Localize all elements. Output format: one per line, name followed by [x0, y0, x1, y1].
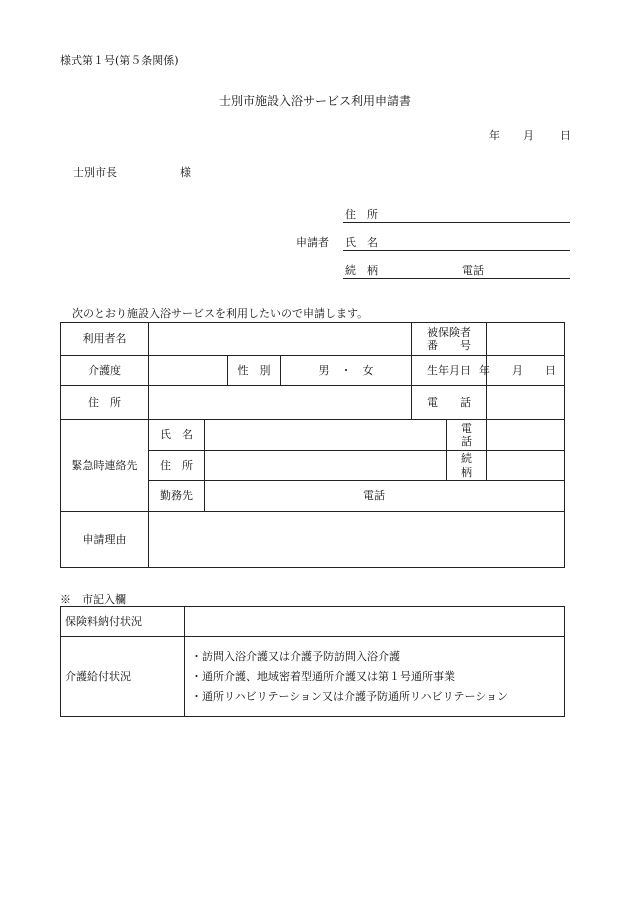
- birth-month-label: 月: [512, 363, 523, 377]
- row-care-level: [61, 356, 565, 386]
- em-name-field[interactable]: [205, 420, 447, 451]
- page-title: 士別市施設入浴サービス利用申請書: [218, 94, 411, 108]
- date-day: 日: [560, 129, 571, 142]
- phone-field[interactable]: [487, 386, 565, 420]
- care-level-field[interactable]: [149, 356, 228, 386]
- insured-label-line2: 番 号: [427, 339, 471, 352]
- em-phone-field[interactable]: [487, 420, 565, 451]
- birth-date-label: 生年月日: [412, 356, 487, 386]
- user-name-field[interactable]: [149, 323, 412, 356]
- reason-field[interactable]: [149, 512, 565, 568]
- emergency-contact-label: 緊急時連絡先: [61, 420, 149, 512]
- applicant-address-label: 住 所: [345, 208, 378, 221]
- address-field[interactable]: [149, 386, 412, 420]
- date-year: 年: [489, 129, 500, 142]
- user-name-label: 利用者名: [61, 323, 149, 356]
- benefit-item: ・訪問入浴介護又は介護予防訪問入浴介護: [191, 649, 400, 663]
- row-address: [61, 386, 565, 420]
- birth-date-field[interactable]: [479, 356, 565, 386]
- em-workplace-field[interactable]: [205, 481, 565, 512]
- address-label: 住 所: [61, 386, 149, 420]
- applicant-relation-underline: [343, 278, 570, 279]
- benefit-status-field: [185, 637, 565, 717]
- care-level-label: 介護度: [61, 356, 149, 386]
- insurance-status-field[interactable]: [185, 607, 565, 637]
- applicant-address-underline: [343, 222, 570, 223]
- benefit-item: ・通所介護、地域密着型通所介護又は第１号通所事業: [191, 669, 455, 683]
- benefit-item: ・通所リハビリテーション又は介護予防通所リハビリテーション: [191, 689, 509, 703]
- applicant-label: 申請者: [296, 236, 329, 249]
- benefit-status-label: 介護給付状況: [61, 637, 185, 717]
- addressee-mayor: 士別市長: [73, 166, 117, 179]
- em-address-field[interactable]: [205, 451, 447, 481]
- em-name-label: 氏 名: [149, 420, 205, 451]
- em-address-label: 住 所: [149, 451, 205, 481]
- row-user-name: [61, 323, 565, 356]
- addressee-sama: 様: [180, 166, 191, 179]
- em-workplace-label: 勤務先: [149, 481, 205, 512]
- applicant-phone-label: 電話: [462, 264, 484, 277]
- sex-label: 性 別: [228, 356, 281, 386]
- row-emergency-name: [61, 420, 565, 451]
- insured-number-label: [412, 323, 487, 356]
- em-relation-label: 続 柄: [447, 451, 487, 481]
- row-insurance-status: [61, 607, 565, 637]
- row-benefit-status: [61, 637, 565, 717]
- reason-label: 申請理由: [61, 512, 149, 568]
- insurance-status-label: 保険料納付状況: [61, 607, 185, 637]
- intro-text: 次のとおり施設入浴サービスを利用したいので申請します。: [72, 307, 369, 320]
- em-phone-label: 電 話: [447, 420, 487, 451]
- birth-day-label: 日: [545, 363, 556, 377]
- form-number: 様式第１号(第５条関係): [60, 54, 179, 67]
- benefit-list: [191, 647, 560, 707]
- birth-year-label: 年: [479, 363, 490, 377]
- phone-label: 電 話: [412, 386, 487, 420]
- applicant-name-label: 氏 名: [345, 236, 378, 249]
- insured-label-line1: 被保険者: [427, 325, 471, 339]
- city-section-title: ※ 市記入欄: [60, 593, 126, 606]
- city-table: [60, 606, 565, 717]
- em-relation-field[interactable]: [487, 451, 565, 481]
- date-month: 月: [523, 129, 534, 142]
- application-table: [60, 322, 565, 568]
- applicant-name-underline: [343, 250, 570, 251]
- applicant-relation-label: 続 柄: [345, 264, 378, 277]
- em-work-phone-label: 電話: [363, 489, 385, 503]
- insured-number-field[interactable]: [487, 323, 565, 356]
- row-reason: [61, 512, 565, 568]
- sex-options[interactable]: 男 ・ 女: [281, 356, 412, 386]
